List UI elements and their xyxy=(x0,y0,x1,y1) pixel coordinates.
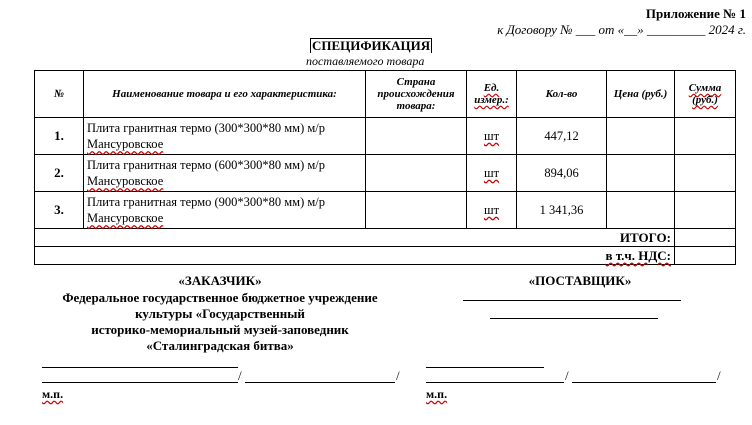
column-header-name: Наименование товара и его характеристика: xyxy=(84,71,366,118)
row-number: 2. xyxy=(35,155,84,192)
customer-fullname-line xyxy=(245,382,395,383)
table-row xyxy=(35,192,736,229)
column-header-price: Цена (руб.) xyxy=(607,71,675,118)
appendix-title: Приложение № 1 xyxy=(645,6,746,21)
customer-fullname-separator: / xyxy=(396,368,400,383)
vat-value xyxy=(675,247,736,265)
unit-cell: шт xyxy=(467,118,517,155)
product-name: Плита гранитная термо (600*300*80 мм) м/р Мансуровское xyxy=(84,155,366,192)
table-row xyxy=(35,155,736,192)
supplier-signature-separator: / xyxy=(565,368,569,383)
quantity-cell: 1 341,36 xyxy=(517,192,607,229)
table-header-row xyxy=(35,71,736,118)
price-cell xyxy=(607,192,675,229)
supplier-fullname-separator: / xyxy=(717,368,721,383)
quantity-cell: 447,12 xyxy=(517,118,607,155)
product-name: Плита гранитная термо (300*300*80 мм) м/р Мансуровское xyxy=(84,118,366,155)
sum-cell xyxy=(675,192,736,229)
column-header-number: № xyxy=(35,71,84,118)
specification-table xyxy=(34,70,736,265)
supplier-signature-line xyxy=(426,382,564,383)
customer-signature-separator: / xyxy=(238,368,242,383)
supplier-name-line xyxy=(490,318,658,319)
quantity-cell: 894,06 xyxy=(517,155,607,192)
price-cell xyxy=(607,155,675,192)
column-header-sum: Сумма (руб.) xyxy=(675,71,736,118)
price-cell xyxy=(607,118,675,155)
total-value xyxy=(675,229,736,247)
supplier-name-line xyxy=(463,300,681,301)
customer-signature-line xyxy=(42,382,238,383)
row-number: 3. xyxy=(35,192,84,229)
row-number: 1. xyxy=(35,118,84,155)
customer-position-line xyxy=(42,367,238,368)
table-row xyxy=(35,118,736,155)
customer-name: Федеральное государственное бюджетное учреждение культуры «Государственный историко-мемориальный музей-заповедник «Сталинградская битва» xyxy=(62,290,378,353)
unit-cell: шт xyxy=(467,155,517,192)
customer-heading: «ЗАКАЗЧИК» xyxy=(178,273,262,288)
vat-row xyxy=(35,247,736,265)
unit-cell: шт xyxy=(467,192,517,229)
supplier-position-line xyxy=(426,367,544,368)
total-label: ИТОГО: xyxy=(35,229,675,247)
country-cell xyxy=(366,118,467,155)
column-header-quantity: Кол-во xyxy=(517,71,607,118)
sum-cell xyxy=(675,118,736,155)
total-row xyxy=(35,229,736,247)
customer-stamp-label: м.п. xyxy=(42,387,64,401)
country-cell xyxy=(366,192,467,229)
sum-cell xyxy=(675,155,736,192)
column-header-unit: Ед. измер.: xyxy=(467,71,517,118)
supplier-heading: «ПОСТАВЩИК» xyxy=(528,273,632,288)
supplier-stamp-label: м.п. xyxy=(426,387,448,401)
column-header-country: Страна происхождения товара: xyxy=(366,71,467,118)
country-cell xyxy=(366,155,467,192)
product-name: Плита гранитная термо (900*300*80 мм) м/р Мансуровское xyxy=(84,192,366,229)
specification-subtitle: поставляемого товара xyxy=(306,54,425,68)
vat-label: в т.ч. НДС: xyxy=(35,247,675,265)
contract-reference: к Договору № ___ от «__» _________ 2024 г. xyxy=(497,22,746,37)
supplier-fullname-line xyxy=(572,382,716,383)
specification-title: СПЕЦИФИКАЦИЯ xyxy=(312,38,431,53)
